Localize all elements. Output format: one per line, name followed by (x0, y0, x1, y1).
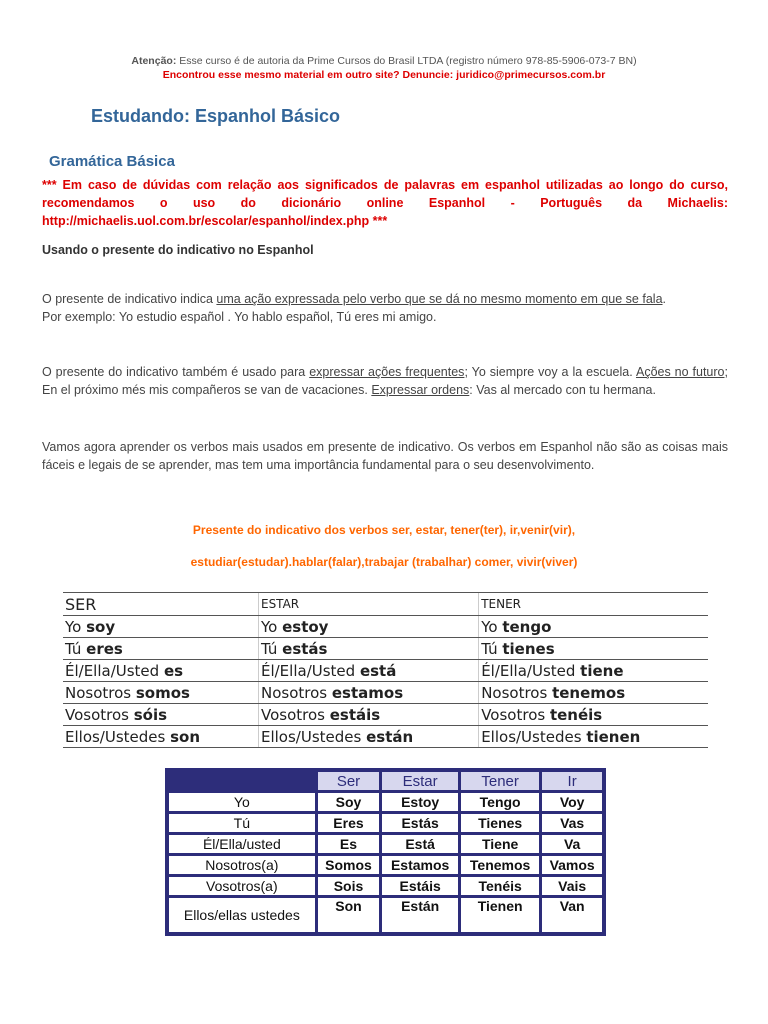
table-cell (258, 682, 478, 704)
pronoun: Tú (65, 639, 87, 658)
verb-form: estamos (331, 683, 404, 702)
pronoun: Tú (481, 639, 503, 658)
verb-cell: Tiene (461, 835, 539, 853)
verb-form: tienes (502, 639, 555, 658)
text: . (662, 292, 666, 306)
notice-text: Esse curso é de autoria da Prime Cursos do Brasil LTDA (registro número 978-85-5906-073-7 BN) (176, 55, 637, 67)
paragraph-uses (42, 363, 728, 399)
section-heading: Gramática Básica (49, 153, 175, 170)
table-cell (63, 638, 258, 660)
verb-form: están (366, 727, 414, 746)
verb-form: tengo (502, 617, 552, 636)
pronoun-cell: Tú (169, 814, 315, 832)
pronoun: Tú (260, 639, 283, 658)
table-cell (258, 616, 478, 638)
table-header-row (63, 593, 708, 616)
table-cell (63, 682, 258, 704)
text: O presente do indicativo também é usado para (42, 365, 310, 379)
table-row (169, 877, 602, 895)
text: : Vas al mercado con tu hermana. (469, 383, 656, 397)
verb-cell: Soy (318, 793, 380, 811)
table-row (169, 898, 602, 932)
copyright-notice (0, 54, 768, 68)
verb-cell: Estáis (382, 877, 458, 895)
pronoun: Vosotros (65, 705, 134, 724)
pronoun: Nosotros (65, 683, 136, 702)
underlined-text: Expressar ordens (371, 383, 470, 397)
conjugation-table-ser-estar-tener-ir (165, 768, 606, 936)
table-cell (258, 638, 478, 660)
example-text: Por exemplo: Yo estudio español . Yo hablo español, Tú eres mi amigo. (42, 310, 437, 324)
table-cell (479, 616, 708, 638)
verb-cell: Tenemos (461, 856, 539, 874)
text: ; En el próximo més mis compañeros se van de vacaciones. (42, 365, 728, 397)
text: O presente de indicativo indica (42, 292, 217, 306)
verb-cell: Vas (542, 814, 602, 832)
table-row (63, 616, 708, 638)
verb-cell: Tienen (461, 898, 539, 932)
verb-cell: Tienes (461, 814, 539, 832)
table-caption-line1: Presente do indicativo dos verbos ser, estar, tener(ter), ir,venir(vir), (192, 523, 576, 537)
table-cell (63, 704, 258, 726)
table-cell (479, 682, 708, 704)
verb-cell: Estás (382, 814, 458, 832)
verb-cell: Está (382, 835, 458, 853)
verb-form: tenemos (552, 683, 626, 702)
table-cell (258, 704, 478, 726)
verb-cell: Están (382, 898, 458, 932)
pronoun: Ellos/Ustedes (260, 727, 367, 746)
table-cell (479, 726, 708, 748)
verb-cell: Tengo (461, 793, 539, 811)
verb-form: tienen (586, 727, 641, 746)
table-cell (63, 726, 258, 748)
table-cell (63, 616, 258, 638)
verb-cell: Voy (542, 793, 602, 811)
notice-label: Atenção: (131, 55, 177, 67)
verb-form: soy (86, 617, 116, 636)
verb-cell: Somos (318, 856, 380, 874)
paragraph-intro-verbs: Vamos agora aprender os verbos mais usados em presente de indicativo. Os verbos em Espanhol não são as coisas mais fáceis e legais de se aprender, mas tem uma importância fundamental para o seu desenvolvimento. (42, 440, 728, 472)
verb-form: son (170, 727, 201, 746)
verb-form: eres (86, 639, 123, 658)
verb-form: tiene (580, 661, 624, 680)
verb-form: está (359, 661, 397, 680)
pronoun: Él/Ella/Usted (260, 661, 360, 680)
table-cell (63, 660, 258, 682)
header-cell: Estar (382, 772, 458, 790)
paragraph-definition (42, 290, 728, 326)
table-row (63, 726, 708, 748)
corner-cell (169, 772, 315, 790)
table-row (169, 835, 602, 853)
header-cell: Ir (542, 772, 602, 790)
header-cell: SER (63, 593, 258, 616)
verb-form: estoy (282, 617, 329, 636)
pronoun-cell: Ellos/ellas ustedes (169, 898, 315, 932)
verb-cell: Es (318, 835, 380, 853)
verb-form: estás (282, 639, 328, 658)
table-cell (479, 660, 708, 682)
pronoun: Vosotros (260, 705, 330, 724)
pronoun: Ellos/Ustedes (481, 727, 587, 746)
underlined-text: Ações no futuro (635, 365, 725, 379)
table-row (169, 856, 602, 874)
report-notice: Encontrou esse mesmo material em outro site? Denuncie: juridico@primecursos.com.br (162, 69, 606, 81)
verb-form: sóis (133, 705, 168, 724)
table-header-row (169, 772, 602, 790)
text: ; Yo siempre voy a la escuela. (464, 365, 636, 379)
pronoun: Ellos/Ustedes (65, 727, 171, 746)
verb-form: somos (135, 683, 190, 702)
page-title: Estudando: Espanhol Básico (91, 106, 341, 126)
table-cell (258, 726, 478, 748)
pronoun: Vosotros (481, 705, 550, 724)
pronoun-cell: Yo (169, 793, 315, 811)
verb-form: es (163, 661, 184, 680)
table-row (63, 704, 708, 726)
table-row (63, 660, 708, 682)
pronoun: Yo (65, 617, 87, 636)
header-cell: ESTAR (258, 593, 478, 616)
verb-cell: Vais (542, 877, 602, 895)
verb-cell: Sois (318, 877, 380, 895)
verb-cell: Estoy (382, 793, 458, 811)
table-row (63, 638, 708, 660)
table-cell (258, 660, 478, 682)
header-cell: Tener (461, 772, 539, 790)
verb-cell: Estamos (382, 856, 458, 874)
verb-cell: Tenéis (461, 877, 539, 895)
pronoun: Nosotros (260, 683, 332, 702)
pronoun: Yo (481, 617, 503, 636)
table-row (169, 814, 602, 832)
underlined-text: uma ação expressada pelo verbo que se dá no mesmo momento em que se fala (216, 292, 663, 306)
verb-cell: Eres (318, 814, 380, 832)
verb-form: estáis (329, 705, 381, 724)
table-caption-line2: estudiar(estudar).hablar(falar),trabajar (trabalhar) comer, vivir(viver) (190, 555, 578, 569)
pronoun: Nosotros (481, 683, 553, 702)
verb-cell: Son (318, 898, 380, 932)
header-cell: Ser (318, 772, 380, 790)
table-row (169, 793, 602, 811)
header-cell: TENER (479, 593, 708, 616)
underlined-text: expressar ações frequentes (309, 365, 465, 379)
verb-cell: Van (542, 898, 602, 932)
table-cell (479, 638, 708, 660)
verb-form: tenéis (549, 705, 603, 724)
verb-cell: Va (542, 835, 602, 853)
conjugation-table-ser-estar-tener (63, 592, 708, 748)
pronoun: Él/Ella/Usted (65, 661, 164, 680)
pronoun-cell: Vosotros(a) (169, 877, 315, 895)
table-row (63, 682, 708, 704)
verb-cell: Vamos (542, 856, 602, 874)
dictionary-warning: *** Em caso de dúvidas com relação aos significados de palavras em espanhol utilizadas ao longo do curso, recomendamos o uso do dicionário online Espanhol - Português da Michaelis: http://michaelis.uol.com.br/escolar/espanhol/index.php *** (42, 178, 728, 228)
pronoun: Yo (260, 617, 283, 636)
pronoun-cell: Él/Ella/usted (169, 835, 315, 853)
pronoun-cell: Nosotros(a) (169, 856, 315, 874)
table-cell (479, 704, 708, 726)
lesson-title: Usando o presente do indicativo no Espanhol (42, 243, 314, 257)
pronoun: Él/Ella/Usted (481, 661, 581, 680)
